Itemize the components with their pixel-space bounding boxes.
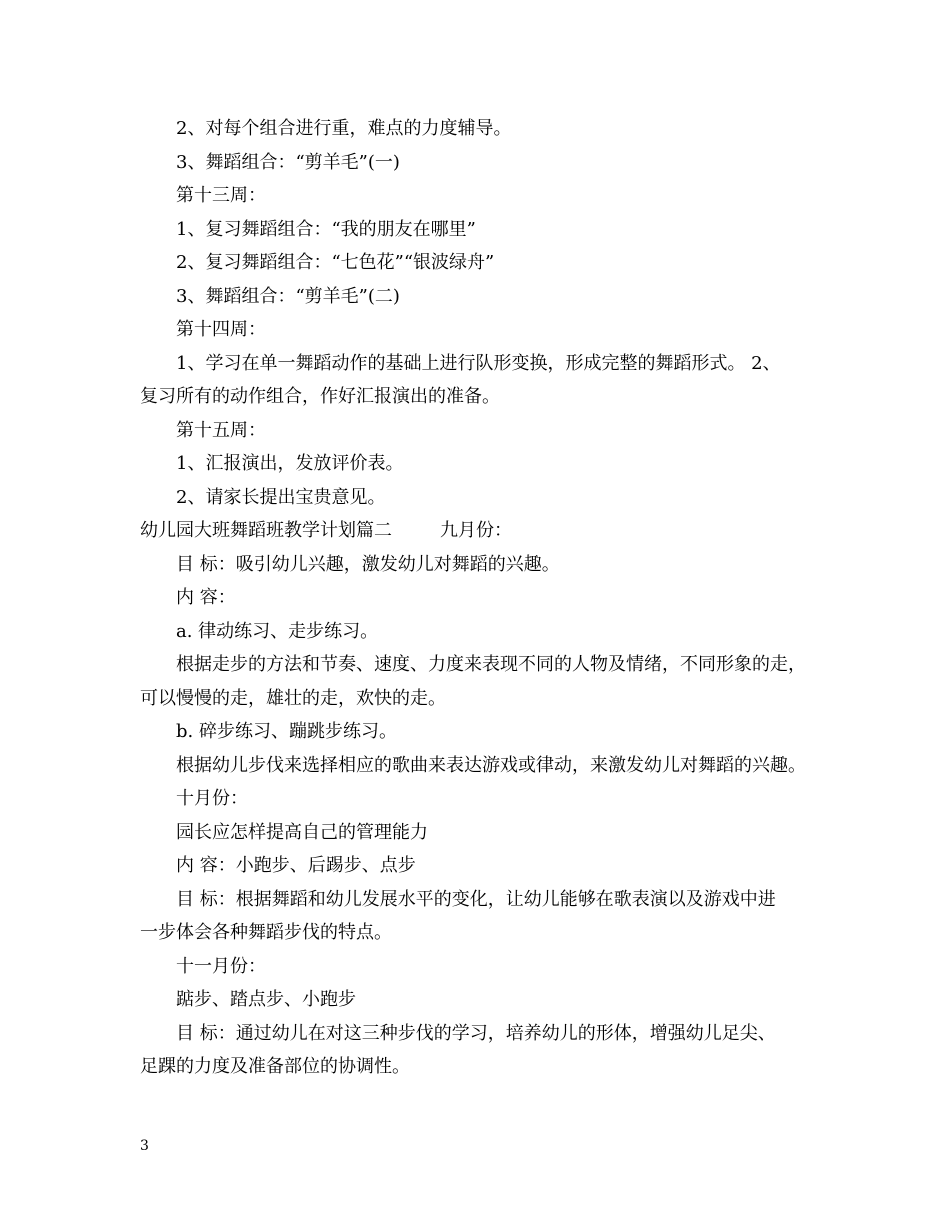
text-line-11: 1、汇报演出，发放评价表。: [176, 453, 404, 474]
text-line-23: 园长应怎样提高自己的管理能力: [176, 821, 428, 843]
text-line-9: 复习所有的动作组合，作好汇报演出的准备。: [140, 386, 500, 407]
text-line-28: 踮步、踏点步、小跑步: [176, 989, 356, 1010]
section-title-line: [140, 514, 830, 548]
week-13-heading: 第十三周：: [176, 185, 266, 206]
text-line-30: 足踝的力度及准备部位的协调性。: [140, 1056, 410, 1077]
text-line-5: 2、复习舞蹈组合：“七色花”“银波绿舟”: [176, 252, 495, 273]
text-line-8: 1、学习在单一舞蹈动作的基础上进行队形变换，形成完整的舞蹈形式。 2、: [176, 352, 781, 374]
text-line-6: 3、舞蹈组合：“剪羊毛”(二): [176, 285, 400, 307]
october-heading: 十月份：: [176, 788, 248, 809]
text-line-17: a. 律动练习、走步练习。: [176, 620, 379, 642]
page-number: 3: [140, 1138, 149, 1154]
text-line-2: 3、舞蹈组合：“剪羊毛”(一): [176, 151, 400, 173]
text-line-26: 一步体会各种舞蹈步伐的特点。: [140, 922, 392, 943]
text-line-25: 目 标：根据舞蹈和幼儿发展水平的变化，让幼儿能够在歌表演以及游戏中进: [176, 888, 776, 910]
text-line-4: 1、复习舞蹈组合：“我的朋友在哪里”: [176, 218, 476, 240]
week-15-heading: 第十五周：: [176, 419, 266, 441]
page-content: [140, 112, 830, 1084]
text-line-1: 2、对每个组合进行重，难点的力度辅导。: [176, 118, 512, 139]
text-line-29: 目 标：通过幼儿在对这三种步伐的学习，培养幼儿的形体，增强幼儿足尖、: [176, 1022, 776, 1044]
text-line-21: 根据幼儿步伐来选择相应的歌曲来表达游戏或律动，来激发幼儿对舞蹈的兴趣。: [176, 754, 806, 776]
section-title: 幼儿园大班舞蹈班教学计划篇二: [140, 520, 392, 541]
text-line-16: 内 容：: [176, 587, 236, 608]
text-line-24: 内 容：小跑步、后踢步、点步: [176, 855, 416, 876]
text-line-12: 2、请家长提出宝贵意见。: [176, 486, 386, 508]
text-line-19: 可以慢慢的走，雄壮的走，欢快的走。: [140, 687, 446, 709]
text-line-18: 根据走步的方法和节奏、速度、力度来表现不同的人物及情绪，不同形象的走，: [176, 654, 806, 675]
text-line-15: 目 标：吸引幼儿兴趣，激发幼儿对舞蹈的兴趣。: [176, 553, 560, 575]
september-heading: 九月份：: [440, 520, 512, 541]
text-line-20: b. 碎步练习、蹦跳步练习。: [176, 721, 397, 742]
week-14-heading: 第十四周：: [176, 319, 266, 340]
november-heading: 十一月份：: [176, 955, 266, 977]
